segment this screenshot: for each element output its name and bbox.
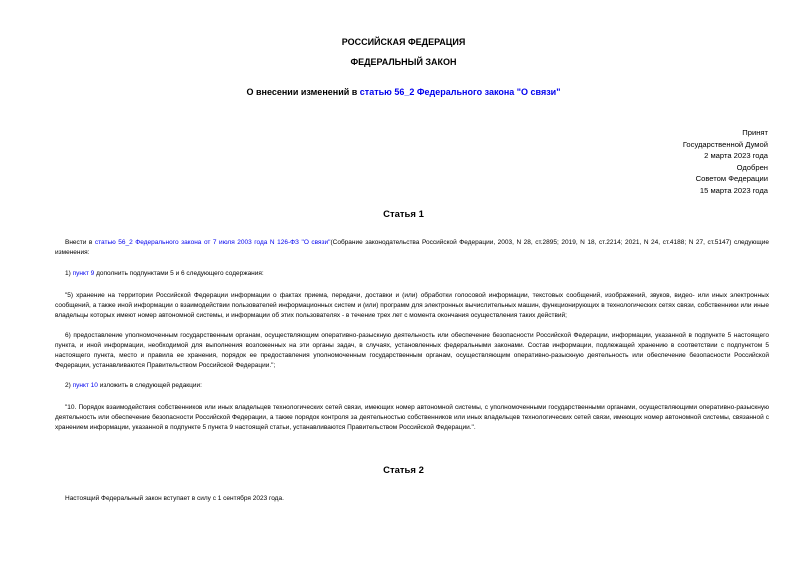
- article-2-heading: Статья 2: [383, 465, 424, 476]
- adoption-line-1: Принят: [742, 128, 768, 137]
- intro-link[interactable]: статью 56_2 Федерального закона от 7 июля 2003 года N 126-ФЗ "О связи": [94, 239, 331, 246]
- adoption-line-5: Советом Федерации: [695, 174, 768, 184]
- country-heading: РОССИЙСКАЯ ФЕДЕРАЦИЯ: [341, 37, 466, 47]
- item-1-prefix: 1): [65, 270, 73, 277]
- article-1-heading: Статья 1: [383, 209, 424, 220]
- document-title: [0, 87, 807, 97]
- intro-suffix: (Собрание законодательства Российской Федерации, 2003, N 28, ст.2895; 2019, N 18, ст.2214; 2021, N 24, ст.4188; N 27, ст.5147) следующие изменения:: [55, 239, 769, 256]
- paragraph-10: "10. Порядок взаимодействия собственников или иных владельцев технологических сетей связи, имеющих номер автономной системы, с уполномоченными государственными органами, осуществляющими оперативно-разыскную деятельность или обеспечение безопасности Российской Федерации, а также порядок контроля за деятельностью собственников или иных владельцев технологических сетей связи, имеющих номер автономной системы, связанной с хранением информации, указанной в подпункте 5 пункта 9 настоящей статьи, устанавливаются Правительством Российской Федерации.".: [55, 404, 769, 431]
- subparagraph-5: "5) хранение на территории Российской Федерации информации о фактах приема, передачи, доставки и (или) обработки голосовой информации, текстовых сообщений, изображений, звуков, видео- или иных электронных сообщений, а также иной информации о взаимодействии пользователей информационных систем и (или) программ для электронных вычислительных машин, функционирующих в технологических сетях связи, собственники или иные владельцы которых имеют номер автономной системы, и информации об этих пользователях - в течение трех лет с момента окончания осуществления таких действий;: [55, 292, 769, 319]
- article-2-text: Настоящий Федеральный закон вступает в силу с 1 сентября 2023 года.: [65, 495, 284, 502]
- item-2-prefix: 2): [65, 382, 73, 389]
- title-link[interactable]: статью 56_2 Федерального закона "О связи": [359, 87, 561, 97]
- document-type-heading: ФЕДЕРАЛЬНЫЙ ЗАКОН: [350, 57, 457, 67]
- subparagraph-6: 6) предоставление уполномоченным государственным органам, осуществляющим оперативно-разыскную деятельность или обеспечение безопасности Российской Федерации, информации, указанной в подпункте 5 настоящего пункта, и иной информации, необходимой для выполнения возложенных на эти органы задач, в случаях, установленных федеральными законами. Состав информации, подлежащей хранению в соответствии с подпунктом 5 настоящего пункта, место и правила ее хранения, порядок ее предоставления уполномоченным государственным органам, осуществляющим оперативно-разыскную деятельность или обеспечение безопасности Российской Федерации, устанавливаются Правительством Российской Федерации.";: [55, 332, 769, 369]
- intro-prefix: Внести в: [65, 239, 95, 246]
- item-2-link[interactable]: пункт 10: [72, 382, 98, 389]
- item-1-suffix: дополнить подпунктами 5 и 6 следующего содержания:: [94, 270, 264, 277]
- adoption-block: [683, 127, 768, 197]
- item-2-suffix: изложить в следующей редакции:: [97, 382, 202, 389]
- title-prefix: О внесении изменений в: [246, 87, 360, 97]
- adoption-line-4: Одобрен: [736, 162, 768, 172]
- adoption-line-2: Государственной Думой: [682, 139, 768, 149]
- article-1-intro: [55, 238, 769, 258]
- item-1: [55, 269, 769, 279]
- item-2: [55, 381, 769, 391]
- item-1-link[interactable]: пункт 9: [72, 270, 95, 277]
- adoption-line-6: 15 марта 2023 года: [699, 185, 768, 195]
- adoption-line-3: 2 марта 2023 года: [704, 151, 768, 161]
